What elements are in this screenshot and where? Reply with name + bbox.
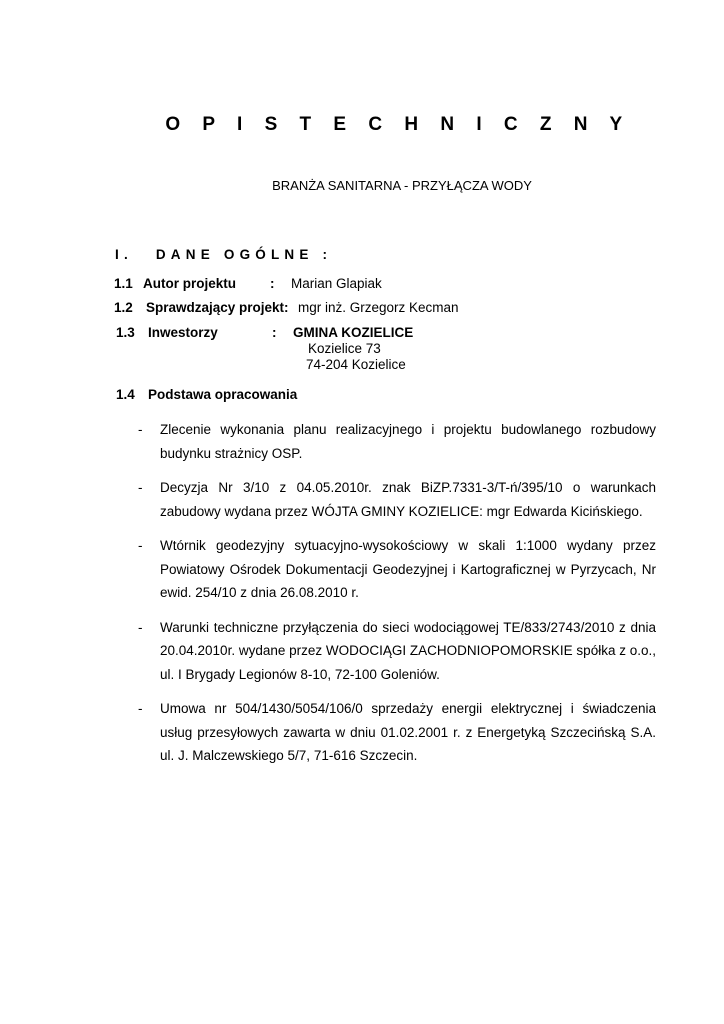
list-item-text: Zlecenie wykonania planu realizacyjnego i projektu budowlanego rozbudowy budynku strażnicy OSP. [160, 422, 656, 461]
list-item-text: Decyzja Nr 3/10 z 04.05.2010r. znak BiZP.7331-3/T-ń/395/10 o warunkach zabudowy wydana przez WÓJTA GMINY KOZIELICE: mgr Edwarda Kicińskiego. [160, 480, 656, 519]
investor-label: Inwestorzy [148, 325, 218, 340]
list-item [138, 418, 656, 465]
basis-list [138, 418, 656, 779]
author-num: 1.1 [114, 276, 133, 291]
author-colon: : [270, 276, 275, 291]
list-item-text: Umowa nr 504/1430/5054/106/0 sprzedaży energii elektrycznej i świadczenia usług przesyłowych zawarta w dniu 01.02.2001 r. z Energetyką Szczecińską S.A. ul. J. Malczewskiego 5/7, 71-616 Szczecin. [160, 701, 656, 763]
list-item [138, 476, 656, 523]
section-heading [115, 247, 332, 262]
list-item [138, 697, 656, 768]
list-item-text: Wtórnik geodezyjny sytuacyjno-wysokościowy w skali 1:1000 wydany przez Powiatowy Ośrodek Dokumentacji Geodezyjnej i Kartograficznej w Pyrzycach, Nr ewid. 254/10 z dnia 26.08.2010 r. [160, 538, 656, 600]
document-title: O P I S T E C H N I C Z N Y [165, 114, 631, 135]
basis-label: Podstawa opracowania [148, 387, 298, 402]
list-dash: - [138, 422, 143, 437]
list-dash: - [138, 701, 143, 716]
investor-address-line1: Kozielice 73 [308, 341, 381, 356]
document-subtitle: BRANŻA SANITARNA - PRZYŁĄCZA WODY [272, 178, 532, 193]
list-item-text: Warunki techniczne przyłączenia do sieci wodociągowej TE/833/2743/2010 z dnia 20.04.2010r. wydane przez WODOCIĄGI ZACHODNIOPOMORSKIE spółka z o.o., ul. I Brygady Legionów 8-10, 72-100 Goleniów. [160, 619, 656, 682]
investor-num: 1.3 [116, 325, 135, 340]
author-value: Marian Glapiak [291, 276, 382, 291]
list-dash: - [138, 538, 143, 553]
section-number: I. [115, 247, 133, 262]
basis-num: 1.4 [116, 387, 135, 402]
reviewer-label: Sprawdzający projekt: [146, 300, 289, 315]
reviewer-num: 1.2 [114, 300, 133, 315]
author-label: Autor projektu [143, 276, 236, 291]
investor-address-line2: 74-204 Kozielice [306, 357, 406, 372]
list-item [138, 534, 656, 605]
section-title: DANE OGÓLNE : [155, 247, 333, 262]
list-dash: - [138, 480, 143, 495]
investor-name: GMINA KOZIELICE [293, 325, 414, 340]
investor-colon: : [272, 325, 277, 340]
list-item [138, 616, 656, 687]
list-dash: - [138, 619, 143, 635]
reviewer-value: mgr inż. Grzegorz Kecman [298, 300, 459, 315]
